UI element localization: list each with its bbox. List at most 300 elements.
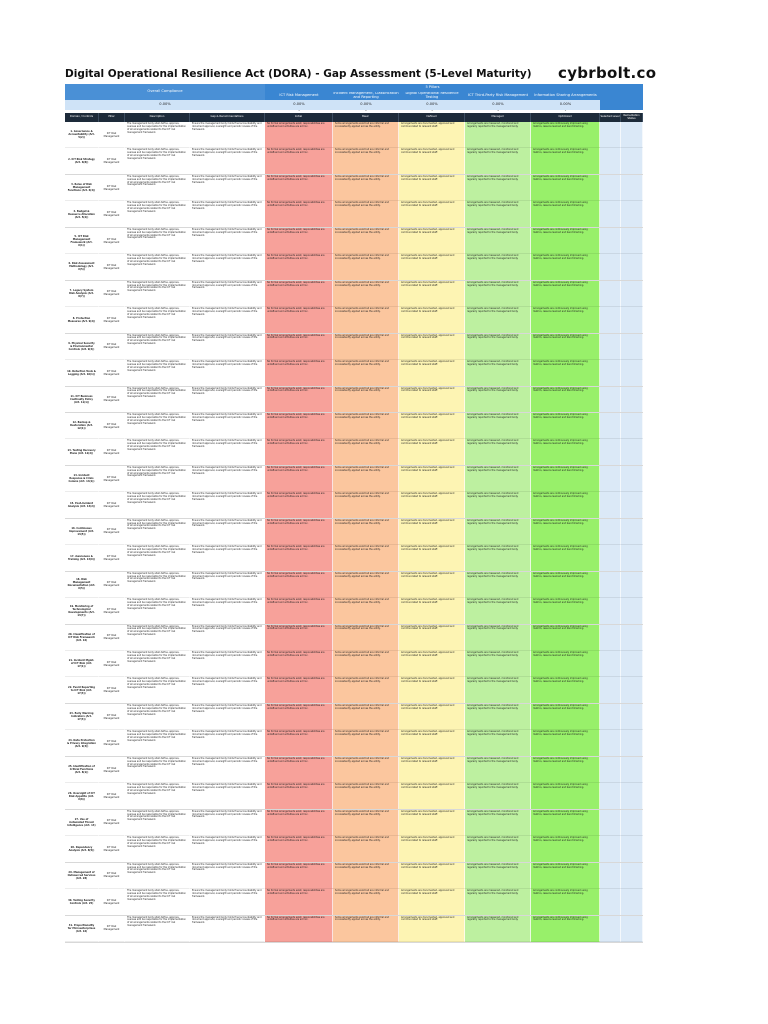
row-level-basic: Some arrangements exist but are informal and inconsistently applied across the entity. — [333, 916, 399, 942]
row-domain: 8. Protection Measures (Art. 9(2)) — [65, 307, 99, 333]
row-gap: Ensure the management body holds final accountability and document approval, oversight and periodic review of the framework. — [190, 387, 265, 413]
row-domain: 1. Governance & Accountability (Art. 5(2)) — [65, 122, 99, 148]
row-selected-level-dropdown[interactable] — [600, 651, 621, 677]
row-selected-level-dropdown[interactable] — [600, 334, 621, 360]
row-description: The management body shall define, approve, oversee and be responsible for the implementation of all arrangements related to the ICT risk management framework. — [125, 387, 190, 413]
row-pillar: ICT Risk Management — [99, 916, 125, 942]
row-domain: 24. Data Protection & Privacy Integration (Art. 9(3)) — [65, 730, 99, 756]
row-remediation-status[interactable] — [621, 572, 643, 598]
row-selected-level-dropdown[interactable] — [600, 598, 621, 624]
row-domain: 10. Detection Tools & Logging (Art. 10(1)) — [65, 360, 99, 386]
pillar-name: ICT Risk Management — [265, 92, 333, 100]
row-level-optimized: Arrangements are continuously improved using metrics, lessons learned and benchmarking. — [531, 889, 600, 915]
row-level-optimized: Arrangements are continuously improved using metrics, lessons learned and benchmarking. — [531, 730, 600, 756]
row-level-managed: Arrangements are measured, monitored and regularly reported to the management body. — [465, 677, 531, 703]
row-pillar: ICT Risk Management — [99, 757, 125, 783]
row-level-defined: Arrangements are documented, approved and communicated to relevant staff. — [399, 439, 465, 465]
row-remediation-status[interactable] — [621, 519, 643, 545]
row-gap: Ensure the management body holds final accountability and document approval, oversight and periodic review of the framework. — [190, 148, 265, 174]
row-level-optimized: Arrangements are continuously improved using metrics, lessons learned and benchmarking. — [531, 492, 600, 518]
row-remediation-status[interactable] — [621, 836, 643, 862]
row-remediation-status[interactable] — [621, 625, 643, 651]
row-selected-level-dropdown[interactable] — [600, 545, 621, 571]
row-level-defined: Arrangements are documented, approved and communicated to relevant staff. — [399, 228, 465, 254]
row-level-defined: Arrangements are documented, approved and communicated to relevant staff. — [399, 704, 465, 730]
row-gap: Ensure the management body holds final accountability and document approval, oversight and periodic review of the framework. — [190, 307, 265, 333]
row-domain: 19. Monitoring of Technological Developments (Art. 13(7)) — [65, 598, 99, 624]
row-domain: 3. Roles of Risk Management Functions (Art. 6(4)) — [65, 175, 99, 201]
row-gap: Ensure the management body holds final accountability and document approval, oversight and periodic review of the framework. — [190, 201, 265, 227]
row-domain: 6. Risk Assessment Methodology (Art. 6(5)) — [65, 254, 99, 280]
row-level-optimized: Arrangements are continuously improved using metrics, lessons learned and benchmarking. — [531, 545, 600, 571]
row-remediation-status[interactable] — [621, 334, 643, 360]
row-remediation-status[interactable] — [621, 492, 643, 518]
row-level-managed: Arrangements are measured, monitored and regularly reported to the management body. — [465, 148, 531, 174]
row-selected-level-dropdown[interactable] — [600, 704, 621, 730]
pillar-pct: 0.00% — [531, 100, 600, 110]
row-level-managed: Arrangements are measured, monitored and regularly reported to the management body. — [465, 201, 531, 227]
row-pillar: ICT Risk Management — [99, 836, 125, 862]
row-level-basic: Some arrangements exist but are informal and inconsistently applied across the entity. — [333, 228, 399, 254]
row-level-initial: No formal arrangements exist; responsibilities are undefined and activities are ad hoc. — [265, 836, 333, 862]
row-level-initial: No formal arrangements exist; responsibilities are undefined and activities are ad hoc. — [265, 201, 333, 227]
row-remediation-status[interactable] — [621, 122, 643, 148]
row-level-initial: No formal arrangements exist; responsibilities are undefined and activities are ad hoc. — [265, 228, 333, 254]
row-level-managed: Arrangements are measured, monitored and regularly reported to the management body. — [465, 572, 531, 598]
row-level-initial: No formal arrangements exist; responsibilities are undefined and activities are ad hoc. — [265, 439, 333, 465]
row-description: The management body shall define, approve, oversee and be responsible for the implementation of all arrangements related to the ICT risk management framework. — [125, 281, 190, 307]
row-level-managed: Arrangements are measured, monitored and regularly reported to the management body. — [465, 651, 531, 677]
row-level-optimized: Arrangements are continuously improved using metrics, lessons learned and benchmarking. — [531, 677, 600, 703]
row-level-basic: Some arrangements exist but are informal and inconsistently applied across the entity. — [333, 439, 399, 465]
row-level-optimized: Arrangements are continuously improved using metrics, lessons learned and benchmarking. — [531, 783, 600, 809]
row-gap: Ensure the management body holds final accountability and document approval, oversight and periodic review of the framework. — [190, 254, 265, 280]
row-gap: Ensure the management body holds final accountability and document approval, oversight and periodic review of the framework. — [190, 545, 265, 571]
row-selected-level-dropdown[interactable] — [600, 175, 621, 201]
row-domain: 27. Use of Automated Threat Intelligence (Art. 13) — [65, 810, 99, 836]
row-selected-level-dropdown[interactable] — [600, 783, 621, 809]
row-level-basic: Some arrangements exist but are informal and inconsistently applied across the entity. — [333, 757, 399, 783]
row-selected-level-dropdown[interactable] — [600, 889, 621, 915]
row-description: The management body shall define, approve, oversee and be responsible for the implementation of all arrangements related to the ICT risk management framework. — [125, 254, 190, 280]
row-remediation-status[interactable] — [621, 677, 643, 703]
row-level-managed: Arrangements are measured, monitored and regularly reported to the management body. — [465, 836, 531, 862]
row-remediation-status[interactable] — [621, 730, 643, 756]
row-level-initial: No formal arrangements exist; responsibilities are undefined and activities are ad hoc. — [265, 916, 333, 942]
row-pillar: ICT Risk Management — [99, 704, 125, 730]
row-level-initial: No formal arrangements exist; responsibilities are undefined and activities are ad hoc. — [265, 625, 333, 651]
row-gap: Ensure the management body holds final accountability and document approval, oversight and periodic review of the framework. — [190, 836, 265, 862]
row-level-initial: No formal arrangements exist; responsibilities are undefined and activities are ad hoc. — [265, 175, 333, 201]
row-level-defined: Arrangements are documented, approved and communicated to relevant staff. — [399, 545, 465, 571]
row-domain: 7. Legacy System Risk Analysis (Art. 8(7)) — [65, 281, 99, 307]
row-selected-level-dropdown[interactable] — [600, 439, 621, 465]
row-level-optimized: Arrangements are continuously improved using metrics, lessons learned and benchmarking. — [531, 334, 600, 360]
row-remediation-status[interactable] — [621, 148, 643, 174]
row-selected-level-dropdown[interactable] — [600, 810, 621, 836]
row-remediation-status[interactable] — [621, 916, 643, 942]
row-level-managed: Arrangements are measured, monitored and regularly reported to the management body. — [465, 810, 531, 836]
row-remediation-status[interactable] — [621, 810, 643, 836]
row-description: The management body shall define, approve, oversee and be responsible for the implementation of all arrangements related to the ICT risk management framework. — [125, 598, 190, 624]
row-description: The management body shall define, approve, oversee and be responsible for the implementation of all arrangements related to the ICT risk management framework. — [125, 677, 190, 703]
row-level-managed: Arrangements are measured, monitored and regularly reported to the management body. — [465, 439, 531, 465]
row-level-optimized: Arrangements are continuously improved using metrics, lessons learned and benchmarking. — [531, 704, 600, 730]
row-domain: 12. Backup & Restoration (Art. 12(1)) — [65, 413, 99, 439]
row-level-optimized: Arrangements are continuously improved using metrics, lessons learned and benchmarking. — [531, 122, 600, 148]
row-selected-level-dropdown[interactable] — [600, 863, 621, 889]
row-level-optimized: Arrangements are continuously improved using metrics, lessons learned and benchmarking. — [531, 439, 600, 465]
row-remediation-status[interactable] — [621, 175, 643, 201]
row-domain: 29. Management of Outsourced Services (Art. 28) — [65, 863, 99, 889]
row-domain: 16. Continuous Improvement (Art. 13(5)) — [65, 519, 99, 545]
row-level-managed: Arrangements are measured, monitored and regularly reported to the management body. — [465, 281, 531, 307]
row-selected-level-dropdown[interactable] — [600, 201, 621, 227]
row-level-basic: Some arrangements exist but are informal and inconsistently applied across the entity. — [333, 307, 399, 333]
brand-logo: cybrbolt.co — [558, 64, 657, 82]
row-gap: Ensure the management body holds final accountability and document approval, oversight and periodic review of the framework. — [190, 413, 265, 439]
row-level-initial: No formal arrangements exist; responsibilities are undefined and activities are ad hoc. — [265, 572, 333, 598]
row-level-initial: No formal arrangements exist; responsibilities are undefined and activities are ad hoc. — [265, 281, 333, 307]
row-remediation-status[interactable] — [621, 757, 643, 783]
row-gap: Ensure the management body holds final accountability and document approval, oversight and periodic review of the framework. — [190, 757, 265, 783]
row-level-defined: Arrangements are documented, approved and communicated to relevant staff. — [399, 836, 465, 862]
row-selected-level-dropdown[interactable] — [600, 625, 621, 651]
row-level-managed: Arrangements are measured, monitored and regularly reported to the management body. — [465, 757, 531, 783]
row-level-basic: Some arrangements exist but are informal and inconsistently applied across the entity. — [333, 492, 399, 518]
row-level-basic: Some arrangements exist but are informal and inconsistently applied across the entity. — [333, 598, 399, 624]
overall-compliance-pct: 0.00% — [65, 100, 265, 110]
row-level-managed: Arrangements are measured, monitored and regularly reported to the management body. — [465, 413, 531, 439]
row-description: The management body shall define, approve, oversee and be responsible for the implementation of all arrangements related to the ICT risk management framework. — [125, 228, 190, 254]
row-description: The management body shall define, approve, oversee and be responsible for the implementation of all arrangements related to the ICT risk management framework. — [125, 466, 190, 492]
row-level-optimized: Arrangements are continuously improved using metrics, lessons learned and benchmarking. — [531, 281, 600, 307]
row-selected-level-dropdown[interactable] — [600, 228, 621, 254]
row-level-defined: Arrangements are documented, approved and communicated to relevant staff. — [399, 730, 465, 756]
row-level-defined: Arrangements are documented, approved and communicated to relevant staff. — [399, 651, 465, 677]
row-selected-level-dropdown[interactable] — [600, 307, 621, 333]
row-level-initial: No formal arrangements exist; responsibilities are undefined and activities are ad hoc. — [265, 598, 333, 624]
row-level-optimized: Arrangements are continuously improved using metrics, lessons learned and benchmarking. — [531, 201, 600, 227]
row-level-basic: Some arrangements exist but are informal and inconsistently applied across the entity. — [333, 201, 399, 227]
row-pillar: ICT Risk Management — [99, 889, 125, 915]
row-remediation-status[interactable] — [621, 651, 643, 677]
row-level-initial: No formal arrangements exist; responsibilities are undefined and activities are ad hoc. — [265, 704, 333, 730]
row-level-managed: Arrangements are measured, monitored and regularly reported to the management body. — [465, 916, 531, 942]
row-level-initial: No formal arrangements exist; responsibilities are undefined and activities are ad hoc. — [265, 387, 333, 413]
row-level-initial: No formal arrangements exist; responsibilities are undefined and activities are ad hoc. — [265, 334, 333, 360]
row-domain: 11. ICT Business Continuity Policy (Art. 11(1)) — [65, 387, 99, 413]
row-level-optimized: Arrangements are continuously improved using metrics, lessons learned and benchmarking. — [531, 519, 600, 545]
row-level-initial: No formal arrangements exist; responsibilities are undefined and activities are ad hoc. — [265, 757, 333, 783]
row-level-basic: Some arrangements exist but are informal and inconsistently applied across the entity. — [333, 122, 399, 148]
row-description: The management body shall define, approve, oversee and be responsible for the implementation of all arrangements related to the ICT risk management framework. — [125, 651, 190, 677]
row-level-basic: Some arrangements exist but are informal and inconsistently applied across the entity. — [333, 730, 399, 756]
row-remediation-status[interactable] — [621, 201, 643, 227]
row-level-defined: Arrangements are documented, approved and communicated to relevant staff. — [399, 598, 465, 624]
row-selected-level-dropdown[interactable] — [600, 519, 621, 545]
row-level-defined: Arrangements are documented, approved and communicated to relevant staff. — [399, 889, 465, 915]
row-level-managed: Arrangements are measured, monitored and regularly reported to the management body. — [465, 625, 531, 651]
row-level-defined: Arrangements are documented, approved and communicated to relevant staff. — [399, 863, 465, 889]
row-description: The management body shall define, approve, oversee and be responsible for the implementation of all arrangements related to the ICT risk management framework. — [125, 704, 190, 730]
row-pillar: ICT Risk Management — [99, 651, 125, 677]
row-selected-level-dropdown[interactable] — [600, 360, 621, 386]
row-description: The management body shall define, approve, oversee and be responsible for the implementation of all arrangements related to the ICT risk management framework. — [125, 757, 190, 783]
column-header: Managed — [465, 113, 531, 122]
row-pillar: ICT Risk Management — [99, 254, 125, 280]
row-level-managed: Arrangements are measured, monitored and regularly reported to the management body. — [465, 492, 531, 518]
row-level-managed: Arrangements are measured, monitored and regularly reported to the management body. — [465, 783, 531, 809]
row-level-managed: Arrangements are measured, monitored and regularly reported to the management body. — [465, 519, 531, 545]
row-level-optimized: Arrangements are continuously improved using metrics, lessons learned and benchmarking. — [531, 810, 600, 836]
level-number: 1 — [265, 110, 333, 113]
row-level-initial: No formal arrangements exist; responsibilities are undefined and activities are ad hoc. — [265, 466, 333, 492]
row-level-defined: Arrangements are documented, approved and communicated to relevant staff. — [399, 281, 465, 307]
row-gap: Ensure the management body holds final accountability and document approval, oversight and periodic review of the framework. — [190, 677, 265, 703]
pillar-name: Information Sharing Arrangements — [531, 92, 600, 100]
row-selected-level-dropdown[interactable] — [600, 492, 621, 518]
row-description: The management body shall define, approve, oversee and be responsible for the implementation of all arrangements related to the ICT risk management framework. — [125, 334, 190, 360]
row-level-basic: Some arrangements exist but are informal and inconsistently applied across the entity. — [333, 387, 399, 413]
row-level-initial: No formal arrangements exist; responsibilities are undefined and activities are ad hoc. — [265, 889, 333, 915]
row-level-defined: Arrangements are documented, approved and communicated to relevant staff. — [399, 783, 465, 809]
row-level-managed: Arrangements are measured, monitored and regularly reported to the management body. — [465, 863, 531, 889]
row-level-managed: Arrangements are measured, monitored and regularly reported to the management body. — [465, 334, 531, 360]
pillar-name: Digital Operational Resilience Testing — [399, 92, 465, 100]
row-selected-level-dropdown[interactable] — [600, 836, 621, 862]
row-domain: 20. Classification of ICT Risk Framework (Art. 16) — [65, 625, 99, 651]
row-selected-level-dropdown[interactable] — [600, 387, 621, 413]
row-description: The management body shall define, approve, oversee and be responsible for the implementation of all arrangements related to the ICT risk management framework. — [125, 625, 190, 651]
level-number: 4 — [465, 110, 531, 113]
row-pillar: ICT Risk Management — [99, 492, 125, 518]
column-header: Domain / Controls — [65, 113, 99, 122]
row-level-managed: Arrangements are measured, monitored and regularly reported to the management body. — [465, 228, 531, 254]
header-right-block — [600, 84, 643, 110]
row-remediation-status[interactable] — [621, 466, 643, 492]
row-pillar: ICT Risk Management — [99, 122, 125, 148]
row-gap: Ensure the management body holds final accountability and document approval, oversight and periodic review of the framework. — [190, 519, 265, 545]
row-level-managed: Arrangements are measured, monitored and regularly reported to the management body. — [465, 704, 531, 730]
row-level-initial: No formal arrangements exist; responsibilities are undefined and activities are ad hoc. — [265, 545, 333, 571]
row-gap: Ensure the management body holds final accountability and document approval, oversight and periodic review of the framework. — [190, 466, 265, 492]
row-description: The management body shall define, approve, oversee and be responsible for the implementation of all arrangements related to the ICT risk management framework. — [125, 730, 190, 756]
row-pillar: ICT Risk Management — [99, 519, 125, 545]
row-description: The management body shall define, approve, oversee and be responsible for the implementation of all arrangements related to the ICT risk management framework. — [125, 360, 190, 386]
row-remediation-status[interactable] — [621, 598, 643, 624]
row-pillar: ICT Risk Management — [99, 730, 125, 756]
row-level-defined: Arrangements are documented, approved and communicated to relevant staff. — [399, 916, 465, 942]
row-level-optimized: Arrangements are continuously improved using metrics, lessons learned and benchmarking. — [531, 228, 600, 254]
row-selected-level-dropdown[interactable] — [600, 916, 621, 942]
row-domain: 25. Identification of Critical Functions (Art. 8(1)) — [65, 757, 99, 783]
row-remediation-status[interactable] — [621, 307, 643, 333]
row-domain: 15. Post-Incident Analysis (Art. 13(2)) — [65, 492, 99, 518]
row-level-basic: Some arrangements exist but are informal and inconsistently applied across the entity. — [333, 651, 399, 677]
row-domain: 28. Dependency Analysis (Art. 8(5)) — [65, 836, 99, 862]
pillar-pct: 0.00% — [265, 100, 333, 110]
row-remediation-status[interactable] — [621, 439, 643, 465]
row-level-initial: No formal arrangements exist; responsibilities are undefined and activities are ad hoc. — [265, 519, 333, 545]
row-level-initial: No formal arrangements exist; responsibilities are undefined and activities are ad hoc. — [265, 413, 333, 439]
row-level-optimized: Arrangements are continuously improved using metrics, lessons learned and benchmarking. — [531, 836, 600, 862]
row-level-optimized: Arrangements are continuously improved using metrics, lessons learned and benchmarking. — [531, 175, 600, 201]
row-selected-level-dropdown[interactable] — [600, 677, 621, 703]
row-selected-level-dropdown[interactable] — [600, 148, 621, 174]
level-number: 5 — [531, 110, 600, 113]
row-selected-level-dropdown[interactable] — [600, 281, 621, 307]
row-level-optimized: Arrangements are continuously improved using metrics, lessons learned and benchmarking. — [531, 466, 600, 492]
row-level-optimized: Arrangements are continuously improved using metrics, lessons learned and benchmarking. — [531, 625, 600, 651]
row-level-optimized: Arrangements are continuously improved using metrics, lessons learned and benchmarking. — [531, 572, 600, 598]
row-pillar: ICT Risk Management — [99, 413, 125, 439]
row-pillar: ICT Risk Management — [99, 625, 125, 651]
row-pillar: ICT Risk Management — [99, 439, 125, 465]
row-level-initial: No formal arrangements exist; responsibilities are undefined and activities are ad hoc. — [265, 148, 333, 174]
row-domain: 23. Early Warning Indicators (Art. 17(3)) — [65, 704, 99, 730]
row-remediation-status[interactable] — [621, 228, 643, 254]
row-selected-level-dropdown[interactable] — [600, 757, 621, 783]
row-selected-level-dropdown[interactable] — [600, 254, 621, 280]
row-level-defined: Arrangements are documented, approved and communicated to relevant staff. — [399, 572, 465, 598]
row-selected-level-dropdown[interactable] — [600, 572, 621, 598]
row-level-defined: Arrangements are documented, approved and communicated to relevant staff. — [399, 677, 465, 703]
row-level-basic: Some arrangements exist but are informal and inconsistently applied across the entity. — [333, 863, 399, 889]
row-pillar: ICT Risk Management — [99, 387, 125, 413]
row-gap: Ensure the management body holds final accountability and document approval, oversight and periodic review of the framework. — [190, 334, 265, 360]
row-level-defined: Arrangements are documented, approved and communicated to relevant staff. — [399, 307, 465, 333]
row-description: The management body shall define, approve, oversee and be responsible for the implementation of all arrangements related to the ICT risk management framework. — [125, 572, 190, 598]
row-level-initial: No formal arrangements exist; responsibilities are undefined and activities are ad hoc. — [265, 863, 333, 889]
row-remediation-status[interactable] — [621, 413, 643, 439]
row-gap: Ensure the management body holds final accountability and document approval, oversight and periodic review of the framework. — [190, 439, 265, 465]
row-level-basic: Some arrangements exist but are informal and inconsistently applied across the entity. — [333, 677, 399, 703]
pillar-pct: 0.00% — [399, 100, 465, 110]
row-pillar: ICT Risk Management — [99, 466, 125, 492]
row-level-optimized: Arrangements are continuously improved using metrics, lessons learned and benchmarking. — [531, 413, 600, 439]
row-remediation-status[interactable] — [621, 281, 643, 307]
row-domain: 14. Incident Response & Crisis Comms (Art. 14(1)) — [65, 466, 99, 492]
row-level-defined: Arrangements are documented, approved and communicated to relevant staff. — [399, 757, 465, 783]
row-description: The management body shall define, approve, oversee and be responsible for the implementation of all arrangements related to the ICT risk management framework. — [125, 863, 190, 889]
row-level-managed: Arrangements are measured, monitored and regularly reported to the management body. — [465, 175, 531, 201]
row-domain: 5. ICT Risk Management Framework (Art. 6(1)) — [65, 228, 99, 254]
row-level-managed: Arrangements are measured, monitored and regularly reported to the management body. — [465, 254, 531, 280]
row-level-managed: Arrangements are measured, monitored and regularly reported to the management body. — [465, 889, 531, 915]
row-description: The management body shall define, approve, oversee and be responsible for the implementation of all arrangements related to the ICT risk management framework. — [125, 175, 190, 201]
row-level-basic: Some arrangements exist but are informal and inconsistently applied across the entity. — [333, 810, 399, 836]
row-level-initial: No formal arrangements exist; responsibilities are undefined and activities are ad hoc. — [265, 254, 333, 280]
pillar-name: ICT Third-Party Risk Management — [465, 92, 531, 100]
row-description: The management body shall define, approve, oversee and be responsible for the implementation of all arrangements related to the ICT risk management framework. — [125, 201, 190, 227]
row-level-defined: Arrangements are documented, approved and communicated to relevant staff. — [399, 519, 465, 545]
row-remediation-status[interactable] — [621, 889, 643, 915]
row-gap: Ensure the management body holds final accountability and document approval, oversight and periodic review of the framework. — [190, 730, 265, 756]
row-description: The management body shall define, approve, oversee and be responsible for the implementation of all arrangements related to the ICT risk management framework. — [125, 783, 190, 809]
row-domain: 26. Oversight of ICT Risk Appetite (Art. 6(8)) — [65, 783, 99, 809]
row-domain: 31. Proportionality for Microenterprises (Art. 16) — [65, 916, 99, 942]
row-divider — [65, 942, 643, 943]
row-remediation-status[interactable] — [621, 387, 643, 413]
row-remediation-status[interactable] — [621, 863, 643, 889]
row-domain: 4. Budget & Resource Allocation (Art. 5(2)) — [65, 201, 99, 227]
column-header: Description — [125, 113, 190, 122]
row-gap: Ensure the management body holds final accountability and document approval, oversight and periodic review of the framework. — [190, 122, 265, 148]
row-level-basic: Some arrangements exist but are informal and inconsistently applied across the entity. — [333, 889, 399, 915]
row-remediation-status[interactable] — [621, 783, 643, 809]
row-level-basic: Some arrangements exist but are informal and inconsistently applied across the entity. — [333, 519, 399, 545]
row-pillar: ICT Risk Management — [99, 148, 125, 174]
row-remediation-status[interactable] — [621, 704, 643, 730]
row-gap: Ensure the management body holds final accountability and document approval, oversight and periodic review of the framework. — [190, 625, 265, 651]
row-remediation-status[interactable] — [621, 360, 643, 386]
row-domain: 18. Risk Management Documentation (Art. 6(5)) — [65, 572, 99, 598]
row-level-managed: Arrangements are measured, monitored and regularly reported to the management body. — [465, 466, 531, 492]
row-level-initial: No formal arrangements exist; responsibilities are undefined and activities are ad hoc. — [265, 492, 333, 518]
row-level-basic: Some arrangements exist but are informal and inconsistently applied across the entity. — [333, 148, 399, 174]
row-gap: Ensure the management body holds final accountability and document approval, oversight and periodic review of the framework. — [190, 889, 265, 915]
row-description: The management body shall define, approve, oversee and be responsible for the implementation of all arrangements related to the ICT risk management framework. — [125, 810, 190, 836]
row-level-optimized: Arrangements are continuously improved using metrics, lessons learned and benchmarking. — [531, 148, 600, 174]
row-pillar: ICT Risk Management — [99, 545, 125, 571]
row-pillar: ICT Risk Management — [99, 307, 125, 333]
row-selected-level-dropdown[interactable] — [600, 122, 621, 148]
pillar-name: Incident Management, Classification and Reporting — [333, 92, 399, 99]
row-level-defined: Arrangements are documented, approved and communicated to relevant staff. — [399, 254, 465, 280]
row-domain: 9. Physical Security & Environmental Controls (Art. 9(4)) — [65, 334, 99, 360]
row-gap: Ensure the management body holds final accountability and document approval, oversight and periodic review of the framework. — [190, 175, 265, 201]
pillars-header: 5 Pillars — [265, 84, 600, 92]
column-header: Initial — [265, 113, 333, 122]
row-description: The management body shall define, approve, oversee and be responsible for the implementation of all arrangements related to the ICT risk management framework. — [125, 413, 190, 439]
row-level-initial: No formal arrangements exist; responsibilities are undefined and activities are ad hoc. — [265, 677, 333, 703]
row-description: The management body shall define, approve, oversee and be responsible for the implementation of all arrangements related to the ICT risk management framework. — [125, 916, 190, 942]
row-pillar: ICT Risk Management — [99, 175, 125, 201]
row-pillar: ICT Risk Management — [99, 783, 125, 809]
row-pillar: ICT Risk Management — [99, 281, 125, 307]
row-level-initial: No formal arrangements exist; responsibilities are undefined and activities are ad hoc. — [265, 730, 333, 756]
row-pillar: ICT Risk Management — [99, 201, 125, 227]
row-selected-level-dropdown[interactable] — [600, 730, 621, 756]
overall-compliance-header: Overall Compliance — [65, 84, 265, 100]
row-level-defined: Arrangements are documented, approved and communicated to relevant staff. — [399, 492, 465, 518]
row-remediation-status[interactable] — [621, 254, 643, 280]
row-selected-level-dropdown[interactable] — [600, 413, 621, 439]
row-level-initial: No formal arrangements exist; responsibilities are undefined and activities are ad hoc. — [265, 651, 333, 677]
row-gap: Ensure the management body holds final accountability and document approval, oversight and periodic review of the framework. — [190, 783, 265, 809]
row-gap: Ensure the management body holds final accountability and document approval, oversight and periodic review of the framework. — [190, 810, 265, 836]
column-header: Defined — [399, 113, 465, 122]
row-level-basic: Some arrangements exist but are informal and inconsistently applied across the entity. — [333, 360, 399, 386]
row-level-initial: No formal arrangements exist; responsibilities are undefined and activities are ad hoc. — [265, 307, 333, 333]
row-level-defined: Arrangements are documented, approved and communicated to relevant staff. — [399, 625, 465, 651]
row-level-optimized: Arrangements are continuously improved using metrics, lessons learned and benchmarking. — [531, 757, 600, 783]
row-level-basic: Some arrangements exist but are informal and inconsistently applied across the entity. — [333, 545, 399, 571]
row-domain: 30. Testing Security Controls (Art. 25) — [65, 889, 99, 915]
row-pillar: ICT Risk Management — [99, 360, 125, 386]
row-level-managed: Arrangements are measured, monitored and regularly reported to the management body. — [465, 730, 531, 756]
row-domain: 22. Event Reporting to ICT Risk (Art. 17(3)) — [65, 677, 99, 703]
row-pillar: ICT Risk Management — [99, 572, 125, 598]
row-remediation-status[interactable] — [621, 545, 643, 571]
row-gap: Ensure the management body holds final accountability and document approval, oversight and periodic review of the framework. — [190, 704, 265, 730]
row-description: The management body shall define, approve, oversee and be responsible for the implementation of all arrangements related to the ICT risk management framework. — [125, 307, 190, 333]
row-level-basic: Some arrangements exist but are informal and inconsistently applied across the entity. — [333, 572, 399, 598]
row-gap: Ensure the management body holds final accountability and document approval, oversight and periodic review of the framework. — [190, 863, 265, 889]
row-selected-level-dropdown[interactable] — [600, 466, 621, 492]
row-level-basic: Some arrangements exist but are informal and inconsistently applied across the entity. — [333, 254, 399, 280]
